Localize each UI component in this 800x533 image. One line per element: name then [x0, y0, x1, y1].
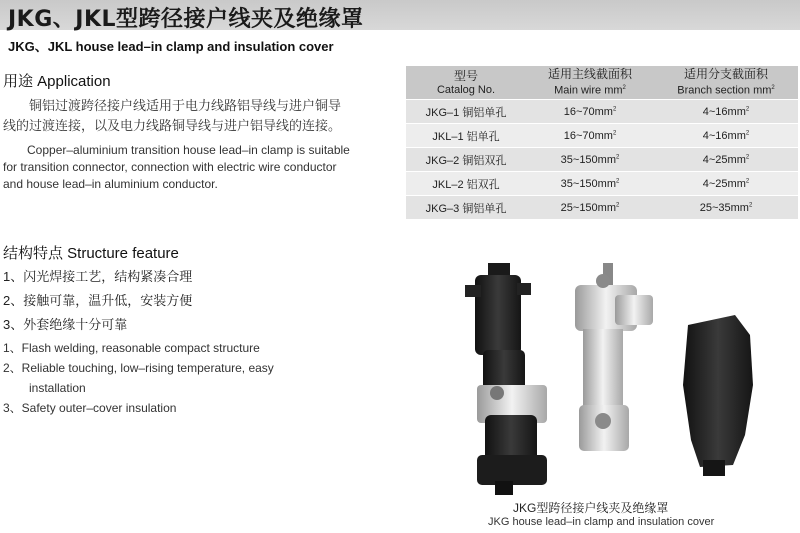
table-row	[406, 100, 798, 124]
page-title: JKG、JKL型跨径接户线夹及绝缘罩	[8, 7, 364, 32]
header-branch-section	[654, 66, 798, 100]
application-en-line1: Copper–aluminium transition house lead–in clamp is suitable	[27, 143, 350, 157]
application-heading: 用途 Application	[3, 73, 111, 90]
cell-catalog: JKG–2 铜铝双孔	[406, 148, 526, 172]
cell-branch: $25\sim 35mm^2$	[654, 196, 798, 220]
cell-catalog: JKG–3 铜铝单孔	[406, 196, 526, 220]
cell-catalog: JKL–2 铝双孔	[406, 172, 526, 196]
header-branch-en: Branch section $mm^2$	[677, 84, 775, 97]
header-catalog-en: Catalog No.	[436, 83, 496, 96]
header-branch-zh: 适用分支截面积	[683, 67, 768, 82]
table-row	[406, 124, 798, 148]
table-row	[406, 196, 798, 220]
cell-catalog: JKG–1 铜铝单孔	[406, 100, 526, 124]
product-photo	[455, 255, 800, 505]
structure-en-item-2: 2、Reliable touching, low–rising temperature, easy	[3, 361, 274, 375]
cell-catalog: JKL–1 铝单孔	[406, 124, 526, 148]
spec-table-header-row	[406, 66, 798, 100]
cell-main-wire: $16\sim 70mm^2$	[526, 100, 654, 124]
cell-main-wire: $35\sim 150mm^2$	[526, 172, 654, 196]
table-row	[406, 172, 798, 196]
header-catalog-no	[406, 66, 526, 100]
structure-en-item-2-cont: installation	[29, 381, 86, 395]
page-subtitle: JKG、JKL house lead–in clamp and insulation cover	[8, 39, 334, 54]
spec-table	[406, 66, 798, 219]
structure-en-item-1: 1、Flash welding, reasonable compact structure	[3, 341, 260, 355]
cell-branch: $4\sim 16mm^2$	[654, 124, 798, 148]
application-zh-line2: 线的过渡连接，以及电力线路铜导线与进户铝导线的连接。	[3, 118, 342, 133]
metal-clamp-image	[575, 263, 653, 451]
cell-main-wire: $16\sim 70mm^2$	[526, 124, 654, 148]
figure-caption-en: JKG house lead–in clamp and insulation cover	[488, 516, 715, 528]
structure-zh-item: 3、外套绝缘十分可靠	[3, 317, 128, 332]
insulated-clamp-image	[465, 263, 547, 495]
structure-en-item-3: 3、Safety outer–cover insulation	[3, 401, 177, 415]
header-main-zh: 适用主线截面积	[547, 67, 632, 82]
cell-main-wire: $35\sim 150mm^2$	[526, 148, 654, 172]
application-zh-line1: 铜铝过渡跨径接户线适用于电力线路铝导线与进户铜导	[29, 98, 342, 113]
header-catalog-zh: 型号	[453, 68, 478, 83]
cell-branch: $4\sim 25mm^2$	[654, 172, 798, 196]
application-text-zh	[3, 96, 393, 136]
header-main-wire	[526, 66, 654, 100]
structure-zh-item: 1、闪光焊接工艺，结构紧凑合理	[3, 269, 193, 284]
cell-branch: $4\sim 25mm^2$	[654, 148, 798, 172]
structure-heading: 结构特点 Structure feature	[3, 245, 179, 262]
structure-list-en	[3, 338, 403, 418]
figure-caption-zh: JKG型跨径接户线夹及绝缘罩	[513, 501, 669, 515]
structure-zh-item: 2、接触可靠，温升低，安装方便	[3, 293, 193, 308]
header-main-en: Main wire $mm^2$	[554, 84, 626, 97]
application-en-line3: and house lead–in aluminium conductor.	[3, 177, 218, 191]
table-row	[406, 148, 798, 172]
structure-list-zh	[3, 265, 192, 337]
cell-branch: $4\sim 16mm^2$	[654, 100, 798, 124]
application-text-en	[3, 142, 393, 193]
insulation-cover-image	[683, 315, 753, 476]
cell-main-wire: $25\sim 150mm^2$	[526, 196, 654, 220]
application-en-line2: for transition connector, connection with electric wire conductor	[3, 160, 337, 174]
